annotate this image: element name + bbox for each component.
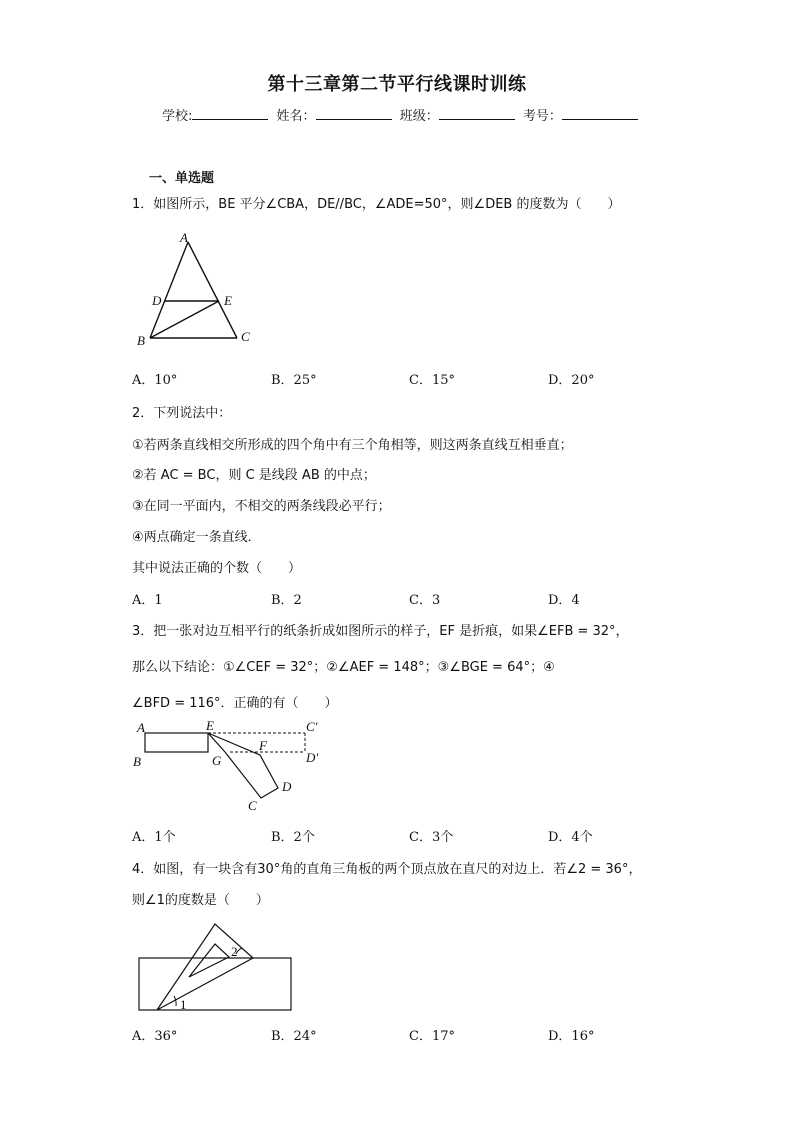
school-blank[interactable] — [192, 107, 268, 120]
triangle-inner — [189, 944, 229, 977]
angle-2-label: 2 — [231, 944, 238, 959]
exam-number-blank[interactable] — [562, 107, 638, 120]
fig3-label-D-prime: D′ — [306, 750, 319, 765]
fig3-label-B: B — [133, 754, 141, 769]
label-E: E — [224, 293, 232, 308]
q1-option-a[interactable]: A．10° — [132, 373, 178, 388]
fig3-label-G: G — [212, 753, 222, 768]
line-AB — [150, 242, 188, 338]
label-B: B — [137, 333, 145, 348]
q4-option-c[interactable]: C．17° — [409, 1029, 455, 1044]
triangle-outer — [157, 924, 253, 1010]
question-2-stem: 2．下列说法中： — [132, 406, 232, 421]
class-label: 班级： — [399, 109, 439, 124]
question-3-stem-line-3: ∠BFD = 116°．正确的有（ ） — [132, 696, 338, 711]
fig3-label-E: E — [206, 718, 214, 733]
fig3-label-F: F — [259, 738, 267, 753]
q3-option-d[interactable]: D．4个 — [548, 830, 593, 845]
fig3-label-C-prime: C′ — [306, 719, 318, 734]
class-blank[interactable] — [439, 107, 515, 120]
q4-option-a[interactable]: A．36° — [132, 1029, 178, 1044]
angle-1-label: 1 — [180, 997, 187, 1012]
q2-option-b[interactable]: B．2 — [271, 593, 302, 608]
question-1-stem: 1．如图所示，BE 平分∠CBA，DE//BC，∠ADE=50°，则∠DEB 的度数为（ ） — [132, 197, 621, 212]
question-4-stem-line-1: 4．如图，有一块含有30°角的直角三角板的两个顶点放在直尺的对边上．若∠2 = 36°， — [132, 862, 642, 877]
q1-option-c[interactable]: C．15° — [409, 373, 455, 388]
name-label: 姓名： — [276, 109, 316, 124]
page-title: 第十三章第二节平行线课时训练 — [267, 74, 527, 95]
q2-option-c[interactable]: C．3 — [409, 593, 441, 608]
student-info-line — [162, 105, 642, 124]
q3-option-b[interactable]: B．2个 — [271, 830, 315, 845]
question-1-figure — [130, 228, 260, 348]
section-heading: 一、单选题 — [149, 171, 215, 186]
q2-statement-2: ②若 AC = BC，则 C 是线段 AB 的中点； — [132, 468, 376, 483]
line-AC — [188, 242, 237, 338]
q4-option-d[interactable]: D．16° — [548, 1029, 595, 1044]
fig3-label-A: A — [137, 720, 145, 735]
name-blank[interactable] — [316, 107, 392, 120]
label-C: C — [241, 329, 250, 344]
q3-option-a[interactable]: A．1个 — [132, 830, 176, 845]
q4-option-b[interactable]: B．24° — [271, 1029, 317, 1044]
school-label: 学校: — [162, 109, 193, 124]
question-3-stem-line-2: 那么以下结论：①∠CEF = 32°；②∠AEF = 148°；③∠BGE = 64°；④ — [132, 660, 555, 675]
q3-option-c[interactable]: C．3个 — [409, 830, 454, 845]
question-4-stem-line-2: 则∠1的度数是（ ） — [132, 893, 269, 908]
q2-option-d[interactable]: D．4 — [548, 593, 580, 608]
strip-left-part — [145, 733, 208, 752]
q1-option-d[interactable]: D．20° — [548, 373, 595, 388]
q1-option-b[interactable]: B．25° — [271, 373, 317, 388]
q2-statement-3: ③在同一平面内，不相交的两条线段必平行； — [132, 499, 391, 514]
fig3-label-D: D — [282, 779, 292, 794]
fold-line — [208, 733, 225, 752]
question-3-figure — [130, 716, 330, 816]
label-D: D — [152, 293, 162, 308]
q2-option-a[interactable]: A．1 — [132, 593, 163, 608]
exam-number-label: 考号： — [522, 109, 562, 124]
fig3-label-C: C — [248, 798, 257, 813]
q2-statement-4: ④两点确定一条直线． — [132, 530, 261, 545]
question-4-figure — [130, 918, 300, 1018]
label-A: A — [180, 230, 188, 245]
q2-prompt: 其中说法正确的个数（ ） — [132, 561, 302, 576]
question-3-stem-line-1: 3．把一张对边互相平行的纸条折成如图所示的样子，EF 是折痕，如果∠EFB = 32°， — [132, 624, 629, 639]
q2-statement-1: ①若两条直线相交所形成的四个角中有三个角相等，则这两条直线互相垂直； — [132, 438, 573, 453]
